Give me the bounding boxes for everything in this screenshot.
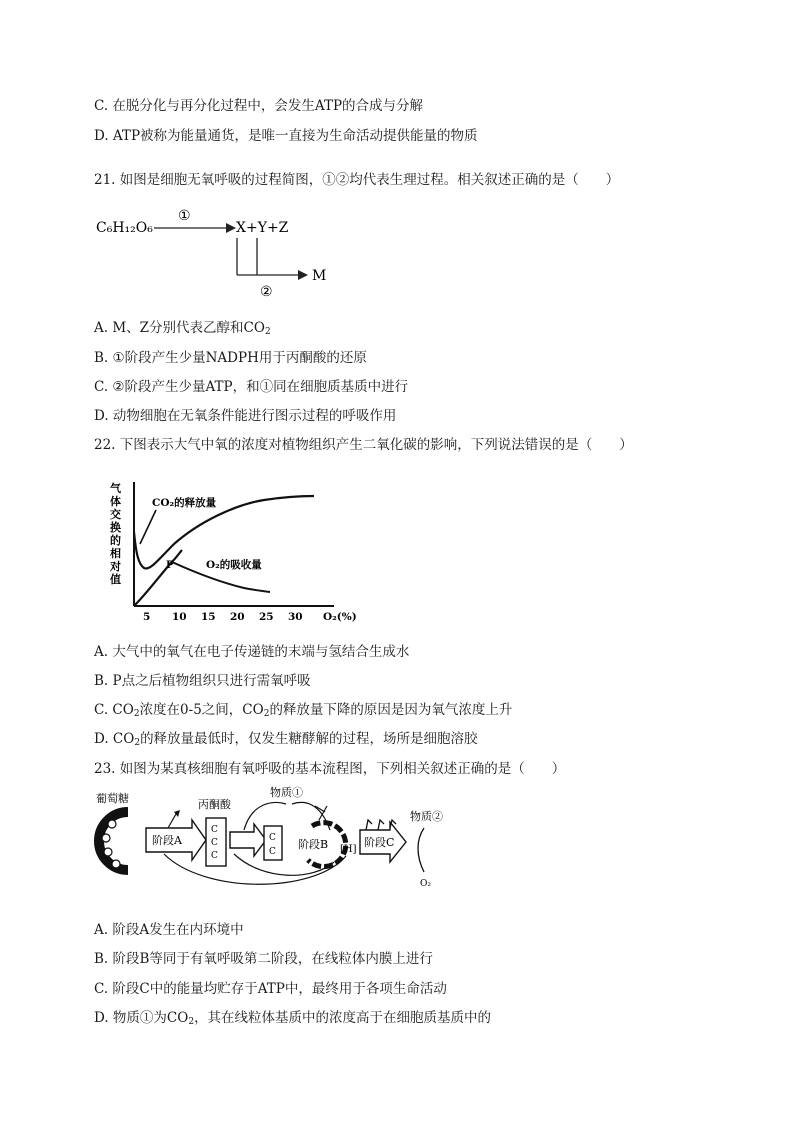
- q20-option-d: D. ATP被称为能量通货，是唯一直接为生命活动提供能量的物质: [94, 128, 478, 144]
- q22-option-b: B. P点之后植物组织只进行需氧呼吸: [94, 673, 311, 689]
- q21-reactant: C₆H₁₂O₆: [96, 220, 153, 236]
- q22-option-d: D. $CO_2$的释放量最低时，仅发生糖酵解的过程，场所是细胞溶胶: [94, 731, 478, 748]
- q23-o2: O₂: [420, 879, 431, 889]
- svg-text:阶段C: 阶段C: [364, 836, 395, 849]
- svg-text:C: C: [269, 833, 276, 843]
- q22-x-tick: 20: [230, 611, 245, 623]
- q22-chart: [94, 472, 374, 632]
- q21-output: M: [312, 268, 327, 284]
- svg-text:阶段A: 阶段A: [152, 834, 182, 847]
- q23-option-d: D. 物质①为$CO_2$，其在线粒体基质中的浓度高于在细胞质基质中的: [94, 1010, 492, 1027]
- q22-co2-label: CO₂的释放量: [152, 497, 217, 509]
- q22-x-ticks: [143, 611, 303, 623]
- q22-point-p: P: [166, 560, 174, 571]
- q23-option-a: A. 阶段A发生在内环境中: [94, 922, 244, 938]
- q23-hydrogen: [H]: [340, 844, 357, 855]
- q20-option-c: C. 在脱分化与再分化过程中，会发生ATP的合成与分解: [94, 98, 424, 114]
- q22-x-tick: 5: [143, 611, 151, 623]
- q23-option-c: C. 阶段C中的能量均贮存于ATP中，最终用于各项生命活动: [94, 981, 447, 997]
- q21-arrowhead-2: [298, 270, 308, 280]
- q23-arrow-pyruvate: [230, 824, 266, 856]
- q22-o2-curve-lower: [134, 550, 182, 606]
- q23-substance-1: 物质①: [270, 786, 303, 799]
- q23-glucose-label: 葡萄糖: [96, 792, 129, 805]
- q22-x-label: O₂(%): [323, 611, 357, 623]
- q22-x-tick: 10: [172, 611, 187, 623]
- q21-products: X+Y+Z: [236, 220, 289, 236]
- q21-arrowhead-1: [226, 223, 236, 233]
- q21-option-c: C. ②阶段产生少量ATP，和①同在细胞质基质中进行: [94, 379, 409, 395]
- q21-step-1: ①: [178, 208, 191, 224]
- svg-text:C: C: [211, 825, 218, 835]
- q23-stem: 23. 如图为某真核细胞有氧呼吸的基本流程图，下列相关叙述正确的是（ ）: [94, 761, 566, 777]
- q21-option-d: D. 动物细胞在无氧条件能进行图示过程的呼吸作用: [94, 408, 397, 424]
- q22-option-a: A. 大气中的氧气在电子传递链的末端与氢结合生成水: [94, 644, 410, 660]
- q22-x-tick: 30: [288, 611, 303, 623]
- q22-stem: 22. 下图表示大气中氧的浓度对植物组织产生二氧化碳的影响，下列说法错误的是（ ）: [94, 437, 633, 453]
- svg-text:C: C: [211, 838, 218, 848]
- q23-substance-2: 物质②: [410, 810, 443, 823]
- q21-option-a: A. M、Z分别代表乙醇和$CO_2$: [94, 320, 271, 337]
- svg-text:C: C: [211, 851, 218, 861]
- q23-option-b: B. 阶段B等同于有氧呼吸第二阶段，在线粒体内膜上进行: [94, 951, 433, 967]
- q21-option-b: B. ①阶段产生少量NADPH用于丙酮酸的还原: [94, 350, 367, 366]
- q22-x-tick: 25: [259, 611, 274, 623]
- q21-stem: 21. 如图是细胞无氧呼吸的过程简图，①②均代表生理过程。相关叙述正确的是（ ）: [94, 172, 620, 188]
- q23-stage-b: 阶段B: [298, 838, 329, 851]
- q22-option-c: C. $CO_2$浓度在0-5之间，$CO_2$的释放量下降的原因是因为氧气浓度上升: [94, 702, 513, 719]
- q22-x-tick: 15: [201, 611, 216, 623]
- q21-step-2: ②: [260, 284, 273, 300]
- q21-diagram: [94, 200, 354, 300]
- q22-y-label: 气体交换的相对值: [110, 482, 121, 586]
- q23-diagram: [94, 782, 454, 894]
- q22-o2-label: O₂的吸收量: [206, 559, 262, 571]
- svg-text:C: C: [269, 847, 276, 857]
- q23-pyruvate-label: 丙酮酸: [198, 798, 231, 811]
